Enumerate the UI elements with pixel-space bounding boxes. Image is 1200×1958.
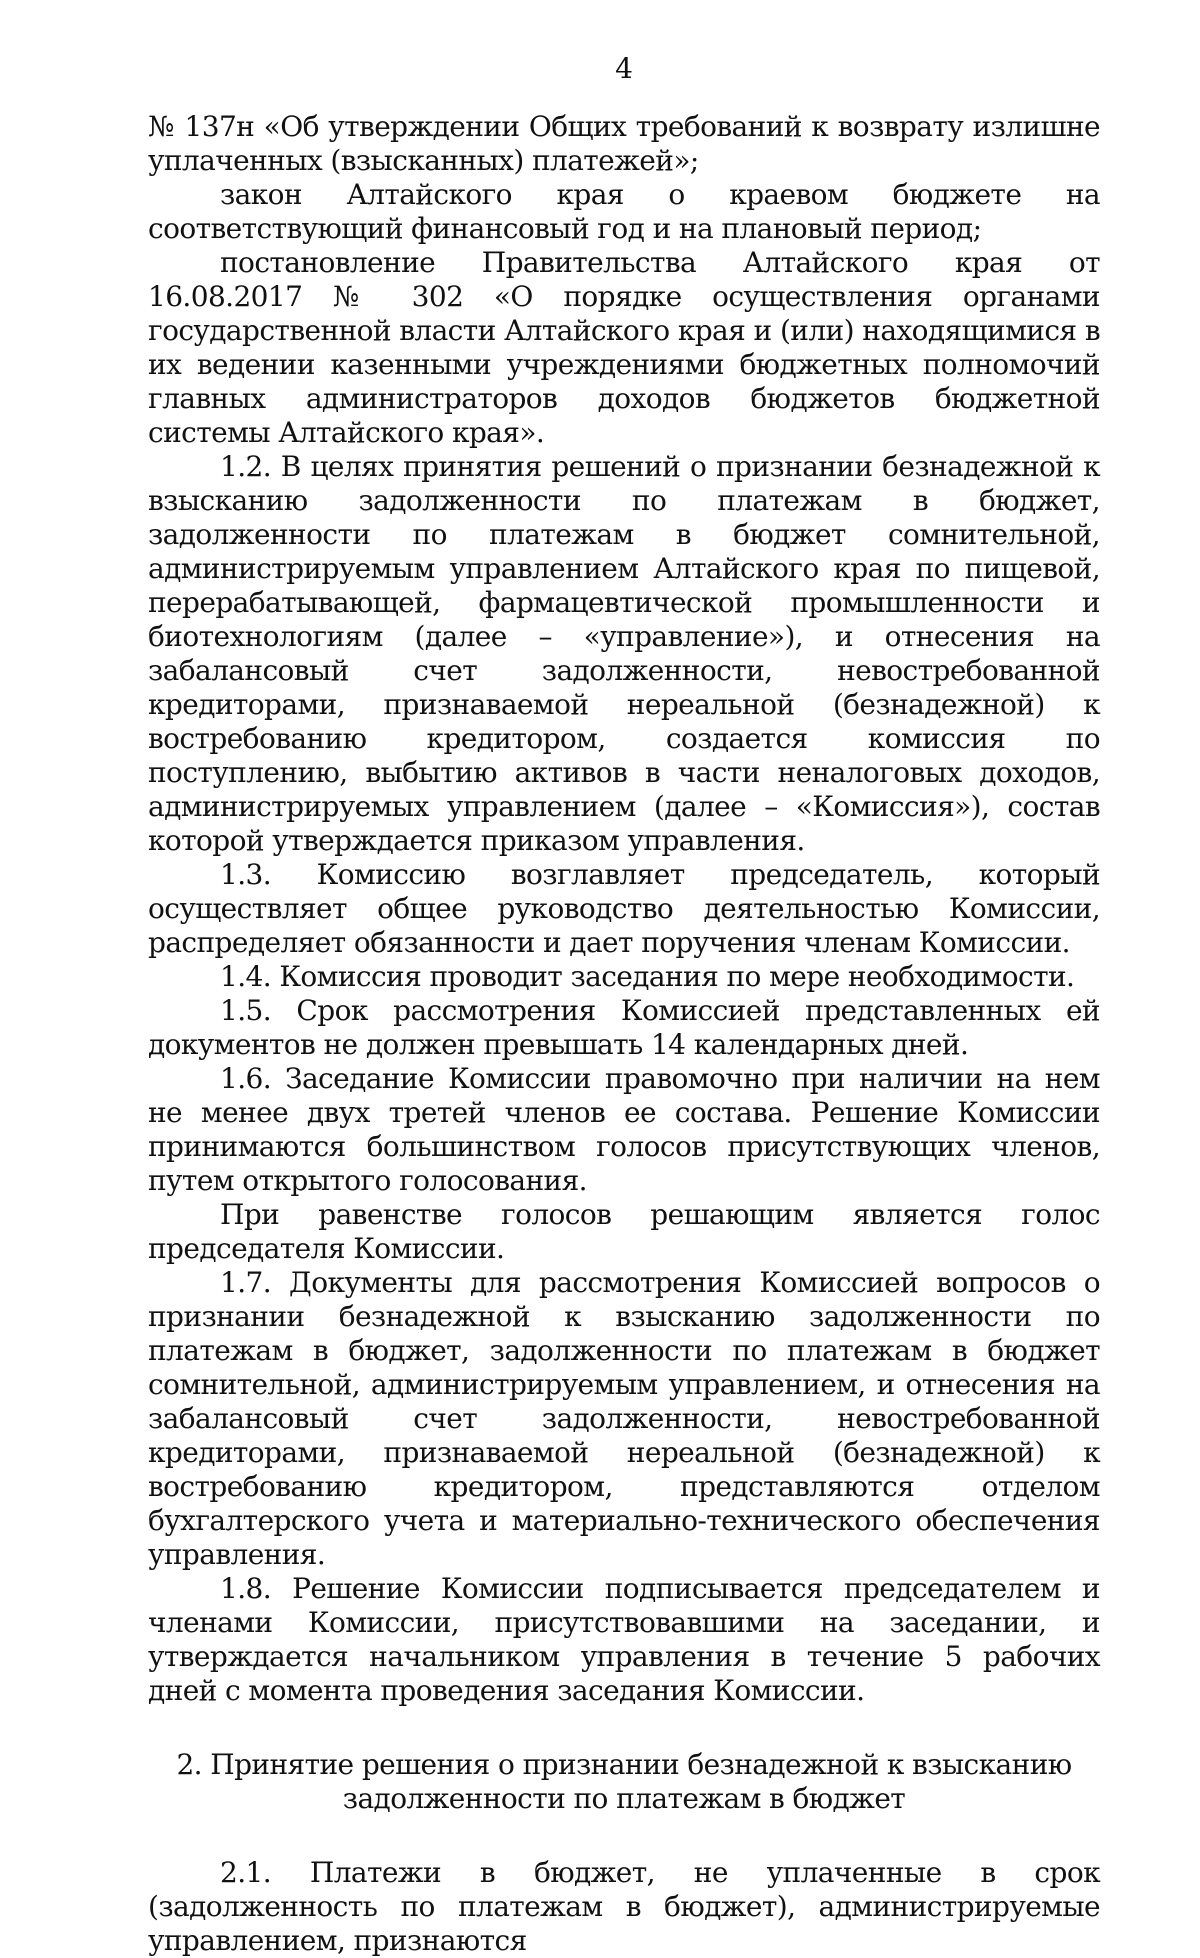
section-2-heading — [148, 1748, 1100, 1816]
paragraph-government-resolution: постановление Правительства Алтайского края от 16.08.2017 № 302 «О порядке осуществления органами государственной власти Алтайского края и (или) находящимися в их ведении казенными учреждениями бюджетных полномочий главных администраторов доходов бюджетов бюджетной системы Алтайского края». — [148, 246, 1100, 449]
paragraph-clause-1-2: 1.2. В целях принятия решений о признании безнадежной к взысканию задолженности по платежам в бюджет, задолженности по платежам в бюджет сомнительной, администрируемым управлением Алтайского края по пищевой, перерабатывающей, фармацевтической промышленности и биотехнологиям (далее – «управление»), и отнесения на забалансовый счет задолженности, невостребованной кредиторами, признаваемой нереальной (безнадежной) к востребованию кредитором, создается комиссия по поступлению, выбытию активов в части неналоговых доходов, администрируемых управлением (далее – «Комиссия»), состав которой утверждается приказом управления. — [148, 450, 1100, 857]
paragraph-clause-1-5: 1.5. Срок рассмотрения Комиссией представленных ей документов не должен превышать 14 календарных дней. — [148, 994, 1100, 1061]
section-heading-line-2: задолженности по платежам в бюджет — [342, 1782, 906, 1815]
paragraph-clause-1-8: 1.8. Решение Комиссии подписывается председателем и членами Комиссии, присутствовавшими на заседании, и утверждается начальником управления в течение 5 рабочих дней с момента проведения заседания Комиссии. — [148, 1572, 1100, 1707]
page-number: 4 — [615, 52, 633, 85]
paragraph-clause-1-4: 1.4. Комиссия проводит заседания по мере необходимости. — [220, 960, 1075, 993]
paragraph-budget-law: закон Алтайского края о краевом бюджете на соответствующий финансовый год и на плановый период; — [148, 178, 1100, 245]
document-page — [148, 52, 1100, 1957]
paragraph-clause-1-7: 1.7. Документы для рассмотрения Комиссией вопросов о признании безнадежной к взысканию задолженности по платежам в бюджет, задолженности по платежам в бюджет сомнительной, администрируемым управлением, и отнесения на забалансовый счет задолженности, невостребованной кредиторами, признаваемой нереальной (безнадежной) к востребованию кредитором, представляются отделом бухгалтерского учета и материально-технического обеспечения управления. — [148, 1266, 1100, 1571]
paragraph-order-reference: № 137н «Об утверждении Общих требований к возврату излишне уплаченных (взысканных) платежей»; — [148, 110, 1100, 177]
paragraph-clause-1-3: 1.3. Комиссию возглавляет председатель, который осуществляет общее руководство деятельностью Комиссии, распределяет обязанности и дает поручения членам Комиссии. — [148, 858, 1100, 959]
paragraph-tie-vote: При равенстве голосов решающим является голос председателя Комиссии. — [148, 1198, 1100, 1265]
paragraph-clause-2-1: 2.1. Платежи в бюджет, не уплаченные в срок (задолженность по платежам в бюджет), администрируемые управлением, признаются — [148, 1856, 1100, 1957]
section-heading-line-1: 2. Принятие решения о признании безнадежной к взысканию — [176, 1748, 1072, 1781]
paragraph-clause-1-6: 1.6. Заседание Комиссии правомочно при наличии на нем не менее двух третей членов ее состава. Решение Комиссии принимаются большинством голосов присутствующих членов, путем открытого голосования. — [148, 1062, 1100, 1197]
